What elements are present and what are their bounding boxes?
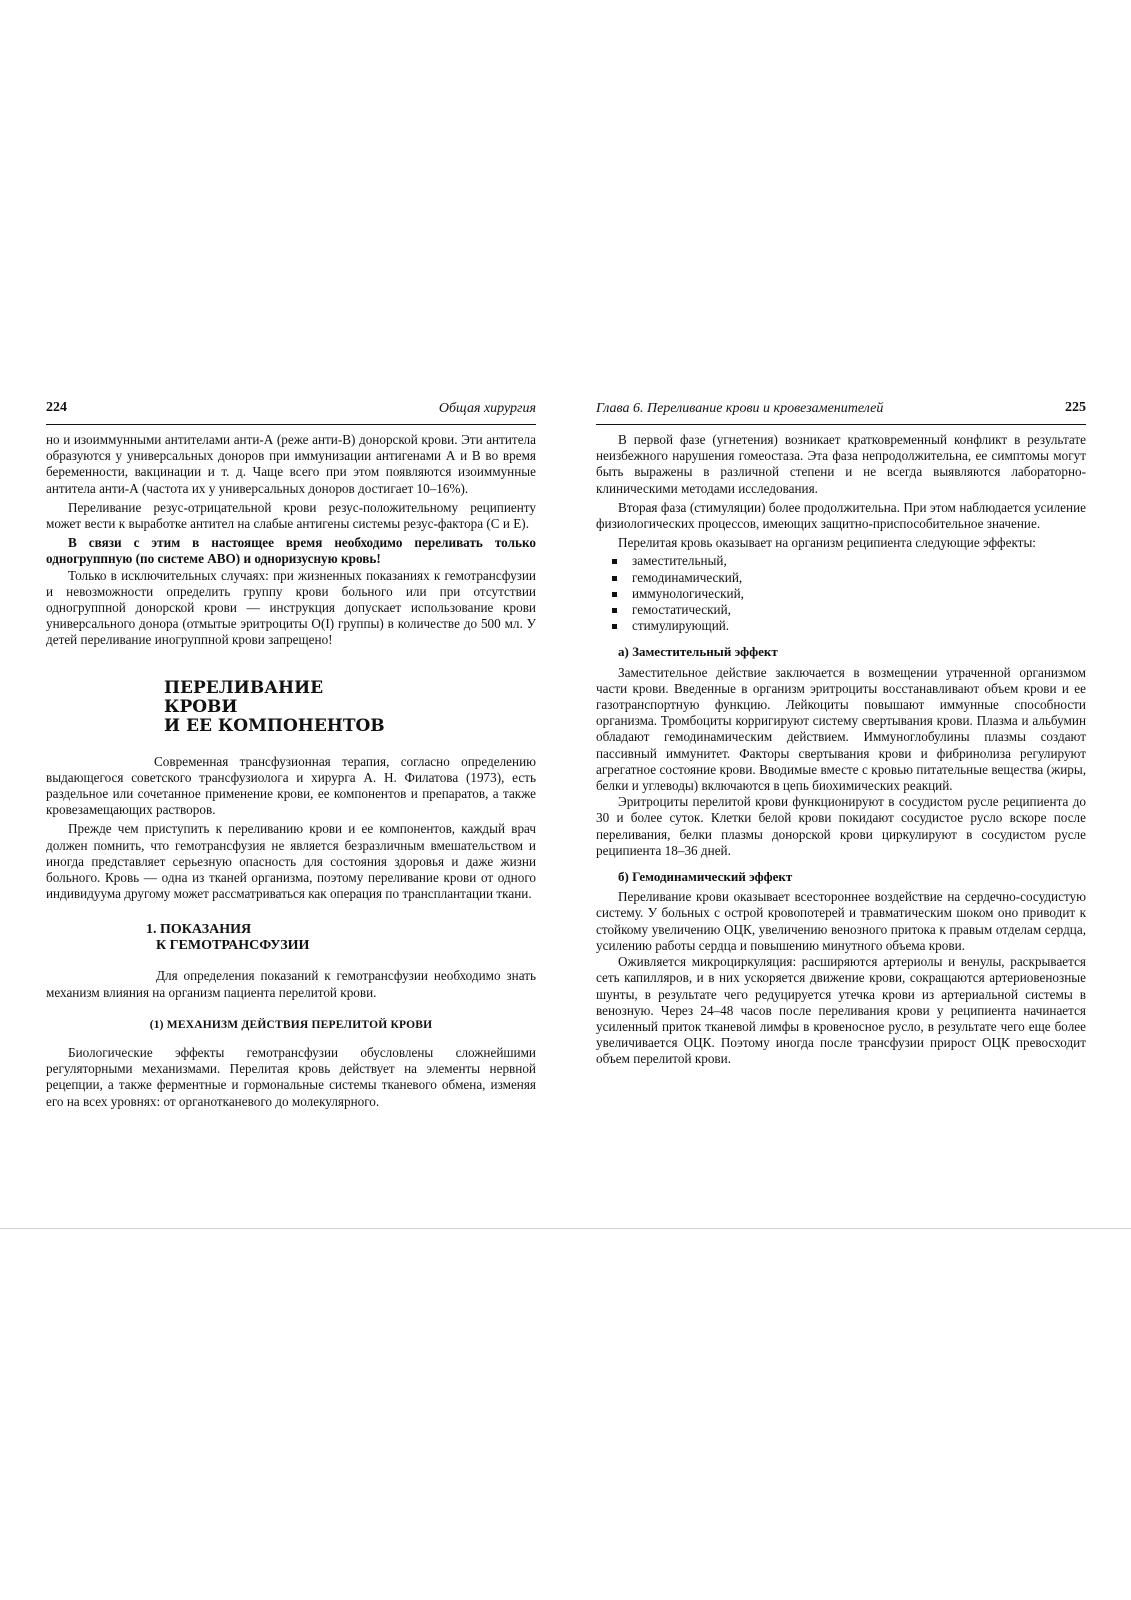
paragraph: Перелитая кровь оказывает на организм реципиента следующие эффекты: (618, 535, 1036, 551)
section-title-line: КРОВИ (164, 696, 238, 717)
list-item: иммунологический, (610, 586, 1086, 602)
paragraph: Современная трансфузионная терапия, согласно определению выдающегося советского трансфузиолога и хирурга А. Н. Филатова (1973), есть раздельное или сочетанное применение крови, ее компонентов и препаратов, а также кровезамещающих растворов. (46, 753, 536, 818)
right-page (596, 388, 1086, 1228)
paragraph: Только в исключительных случаях: при жизненных показаниях к гемотрансфузии и невозможности определить группу крови больного или при отсутствии одногруппной донорской крови — инструкция допускает использование крови универсального донора (отмытые эритроциты O(I) группы) в количестве до 500 мл. У детей переливание иногруппной крови запрещено! (46, 567, 536, 648)
left-running-title: Общая хирургия (438, 401, 536, 416)
right-running-title: Глава 6. Переливание крови и кровезаменителей (596, 401, 884, 416)
section-title-line: И ЕЕ КОМПОНЕНТОВ (164, 715, 385, 736)
list-item: стимулирующий. (610, 618, 1086, 634)
paragraph: В первой фазе (угнетения) возникает кратковременный конфликт в результате неизбежного нарушения гомеостаза. Эта фаза непродолжительна, ее симптомы могут быть выражены в различной степени и не всегда выявляются лабораторно-клиническими методами исследования. (596, 432, 1086, 496)
page-number-right: 225 (1065, 400, 1086, 415)
subsection-title-line: К ГЕМОТРАНСФУЗИИ (156, 938, 310, 954)
subsection-title (146, 922, 536, 954)
section-title (164, 679, 536, 736)
paragraph: но и изоиммунными антителами анти-А (реже анти-В) донорской крови. Эти антитела образуются у универсальных доноров при иммунизации антигенами А и В во время беременности, вакцинации и т. д. Чаще всего при этом появляются изоиммунные антитела анти-А (частота их у универсальных доноров достигает 10–16%). (46, 432, 536, 496)
subsection-title-line: 1. ПОКАЗАНИЯ (146, 922, 252, 938)
section-title-line: ПЕРЕЛИВАНИЕ (164, 677, 324, 698)
paragraph: Биологические эффекты гемотрансфузии обусловлены сложнейшими регуляторными механизмами. Перелитая кровь действует на элементы нервной рецепции, а также ферментные и гормональные системы тканевого обмена, изменяя его на всех уровнях: от органотканевого до молекулярного. (46, 1045, 536, 1109)
list-item: гемостатический, (610, 602, 1086, 618)
right-body (596, 432, 1086, 1068)
book-spread (0, 388, 1131, 1229)
section-heading-a: а) Заместительный эффект (618, 644, 778, 660)
effects-list (596, 553, 1086, 634)
left-running-head (46, 400, 536, 425)
paragraph: Оживляется микроциркуляция: расширяются артериолы и венулы, раскрывается сеть капилляров, и в них ускоряется движение крови, сокращаются артериовенозные шунты, в результате чего редуцируется утечка крови из артериальной системы в венозную. Через 24–48 часов после переливания крови у реципиента начинается усиленный приток тканевой лимфы в кровеносное русло, в результате чего еще более увеличивается ОЦК. Поэтому иногда после трансфузии прирост ОЦК превосходит объем перелитой крови. (596, 954, 1086, 1067)
paragraph: Заместительное действие заключается в возмещении утраченной организмом части крови. Введенные в организм эритроциты восстанавливают объем крови и ее газотранспортную функцию. Лейкоциты повышают иммунные способности организма. Тромбоциты корригируют систему свертывания крови. Плазма и альбумин обладают гемодинамическим действием. Иммуноглобулины плазмы создают пассивный иммунитет. Факторы свертывания крови и фибринолиза регулируют агрегатное состояние крови. Вводимые вместе с кровью питательные вещества (жиры, белки и углеводы) включаются в цепь биохимических реакций. (596, 664, 1086, 794)
paragraph: Вторая фаза (стимуляции) более продолжительна. При этом наблюдается усиление физиологических процессов, имеющих защитно-приспособительное значение. (596, 499, 1086, 532)
paragraph: Переливание крови оказывает всестороннее воздействие на сердечно-сосудистую систему. У больных с острой кровопотерей и травматическим шоком оно приводит к стойкому увеличению ОЦК, увеличению венозного притока к правым отделам сердца, усилению работы сердца и повышению минутного объема крови. (596, 889, 1086, 953)
right-running-head (596, 400, 1086, 425)
paragraph: Переливание резус-отрицательной крови резус-положительному реципиенту может вести к выработке антител на слабые антигены системы резус-фактора (С и Е). (46, 499, 536, 532)
list-item: гемодинамический, (610, 570, 1086, 586)
paragraph: Для определения показаний к гемотрансфузии необходимо знать механизм влияния на организм пациента перелитой крови. (46, 968, 536, 1000)
paragraph: Прежде чем приступить к переливанию крови и ее компонентов, каждый врач должен помнить, что гемотрансфузия не является безразличным вмешательством и иногда представляет серьезную опасность для состояния здоровья и даже жизни больного. Кровь — одна из тканей организма, поэтому переливание крови от одного индивидуума другому может рассматриваться как операция по трансплантации ткани. (46, 821, 536, 902)
mechanism-heading: (1) МЕХАНИЗМ ДЕЙСТВИЯ ПЕРЕЛИТОЙ КРОВИ (149, 1018, 433, 1031)
list-item: заместительный, (610, 553, 1086, 569)
page-number-left: 224 (46, 400, 67, 415)
left-body (46, 432, 536, 1110)
section-heading-b: б) Гемодинамический эффект (618, 869, 793, 885)
paragraph: Эритроциты перелитой крови функционируют в сосудистом русле реципиента до 30 и более суток. Клетки белой крови покидают сосудистое русло вскоре после переливания, белки плазмы донорской крови циркулируют в сосудистом русле реципиента 18–36 дней. (596, 794, 1086, 858)
left-page (46, 388, 536, 1228)
bold-statement: В связи с этим в настоящее время необходимо переливать только одногруппную (по системе АВО) и одноризусную кровь! (46, 535, 536, 567)
